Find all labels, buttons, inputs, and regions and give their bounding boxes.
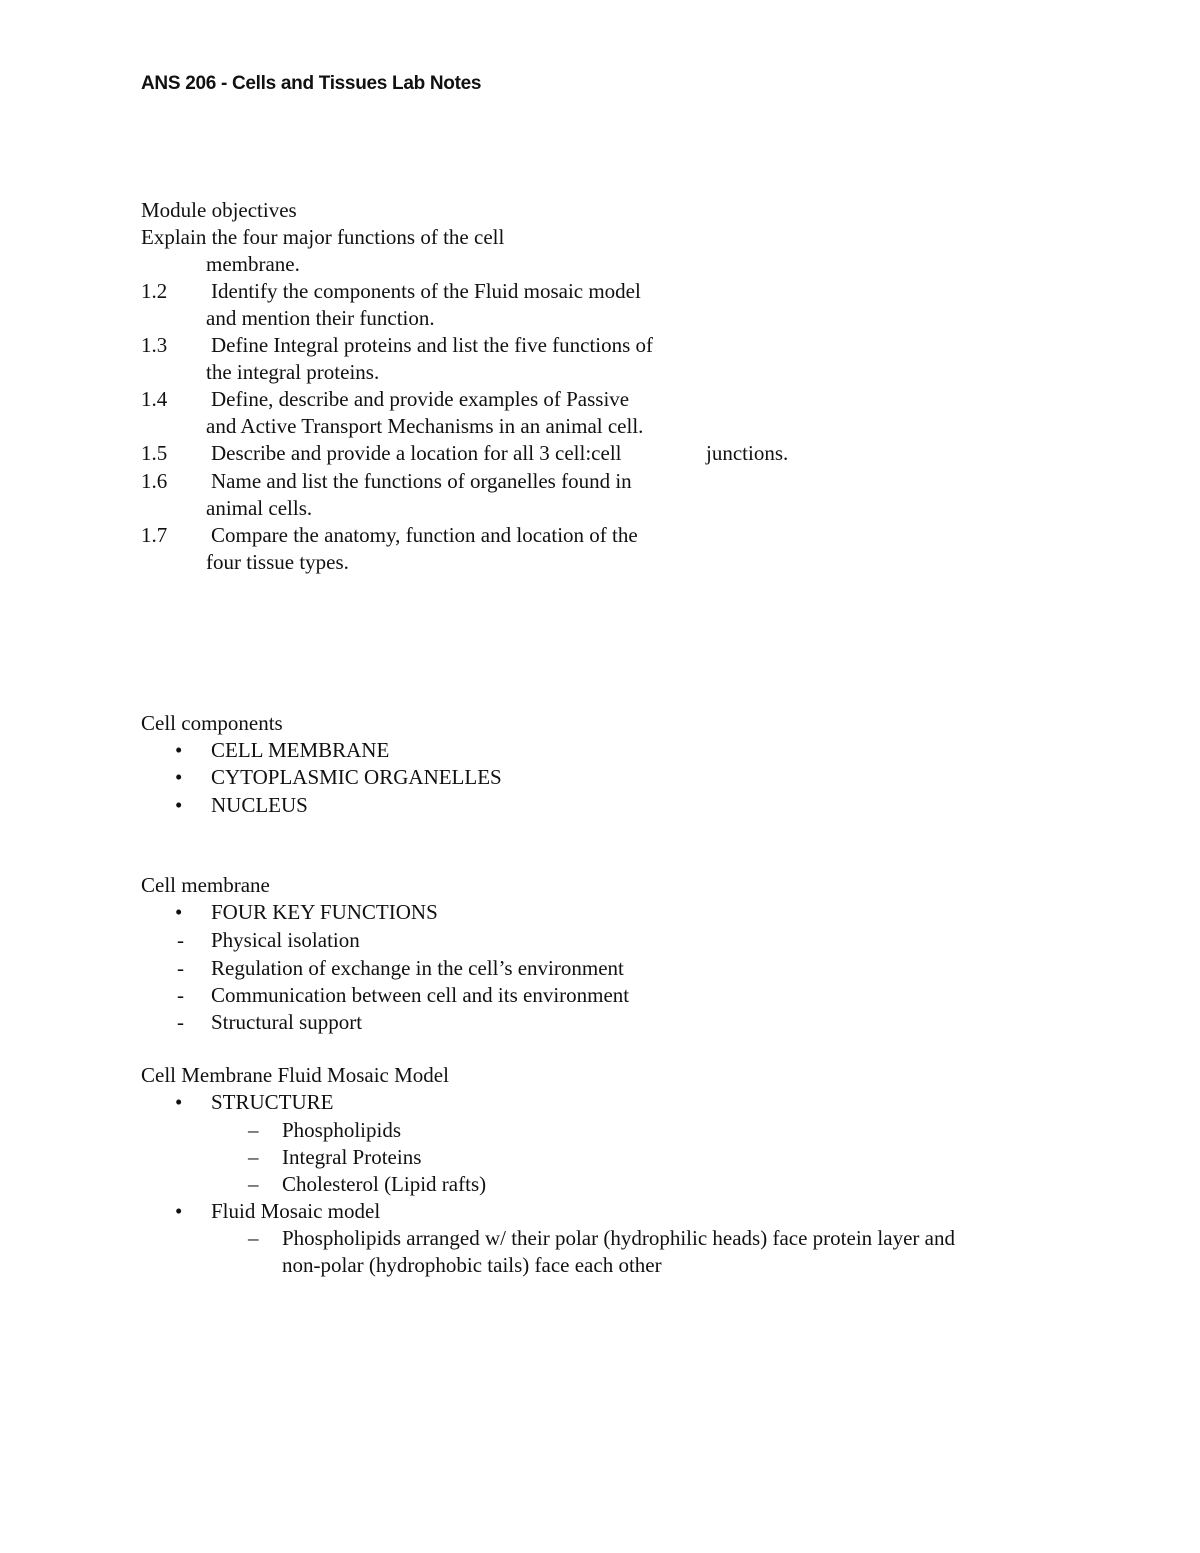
objective-text: Name and list the functions of organelles found in xyxy=(211,469,632,493)
document-title: ANS 206 - Cells and Tissues Lab Notes xyxy=(141,73,482,94)
list-item: Communication between cell and its environment xyxy=(211,983,630,1007)
objective-number: 1.3 xyxy=(141,333,168,357)
objective-text: Describe and provide a location for all 3 cell:cell xyxy=(211,441,622,465)
bullet-marker: • xyxy=(175,1199,183,1223)
sub-list-item: Phospholipids xyxy=(282,1118,402,1142)
list-item: Fluid Mosaic model xyxy=(211,1199,381,1223)
bullet-marker: • xyxy=(175,793,183,817)
list-item: CELL MEMBRANE xyxy=(211,738,390,762)
objective-text-continuation: animal cells. xyxy=(206,496,313,520)
objective-text-continuation: the integral proteins. xyxy=(206,360,380,384)
objective-number: 1.2 xyxy=(141,279,168,303)
dash-marker: - xyxy=(177,983,184,1007)
objective-text: Define, describe and provide examples of Passive xyxy=(211,387,630,411)
objective-text-continuation: and mention their function. xyxy=(206,306,435,330)
list-item: FOUR KEY FUNCTIONS xyxy=(211,900,438,924)
objective-text-tail: junctions. xyxy=(706,441,789,465)
objectives-intro-line: Explain the four major functions of the cell xyxy=(141,225,505,249)
dash-marker: – xyxy=(248,1145,259,1169)
bullet-marker: • xyxy=(175,738,183,762)
dash-marker: - xyxy=(177,1010,184,1034)
objective-text: Identify the components of the Fluid mosaic model xyxy=(211,279,641,303)
objectives-intro-continuation: membrane. xyxy=(206,252,300,276)
list-item: Physical isolation xyxy=(211,928,360,952)
dash-marker: - xyxy=(177,956,184,980)
cell-components-heading: Cell components xyxy=(141,711,283,735)
bullet-marker: • xyxy=(175,900,183,924)
list-item: NUCLEUS xyxy=(211,793,308,817)
sub-list-item: Phospholipids arranged w/ their polar (hydrophilic heads) face protein layer and xyxy=(282,1226,955,1250)
sub-list-item-continuation: non-polar (hydrophobic tails) face each other xyxy=(282,1253,662,1277)
bullet-marker: • xyxy=(175,1090,183,1114)
objective-text: Compare the anatomy, function and location of the xyxy=(211,523,638,547)
dash-marker: - xyxy=(177,928,184,952)
objective-number: 1.7 xyxy=(141,523,168,547)
bullet-marker: • xyxy=(175,765,183,789)
objectives-heading: Module objectives xyxy=(141,198,297,222)
objective-text: Define Integral proteins and list the five functions of xyxy=(211,333,654,357)
sub-list-item: Integral Proteins xyxy=(282,1145,422,1169)
list-item: Regulation of exchange in the cell’s environment xyxy=(211,956,624,980)
fluid-mosaic-heading: Cell Membrane Fluid Mosaic Model xyxy=(141,1063,449,1087)
list-item: Structural support xyxy=(211,1010,363,1034)
objective-text-continuation: and Active Transport Mechanisms in an animal cell. xyxy=(206,414,644,438)
objective-number: 1.4 xyxy=(141,387,168,411)
dash-marker: – xyxy=(248,1172,259,1196)
dash-marker: – xyxy=(248,1118,259,1142)
list-item: CYTOPLASMIC ORGANELLES xyxy=(211,765,502,789)
dash-marker: – xyxy=(248,1226,259,1250)
objective-number: 1.6 xyxy=(141,469,168,493)
objective-text-continuation: four tissue types. xyxy=(206,550,349,574)
cell-membrane-heading: Cell membrane xyxy=(141,873,270,897)
objective-number: 1.5 xyxy=(141,441,168,465)
sub-list-item: Cholesterol (Lipid rafts) xyxy=(282,1172,487,1196)
list-item: STRUCTURE xyxy=(211,1090,334,1114)
